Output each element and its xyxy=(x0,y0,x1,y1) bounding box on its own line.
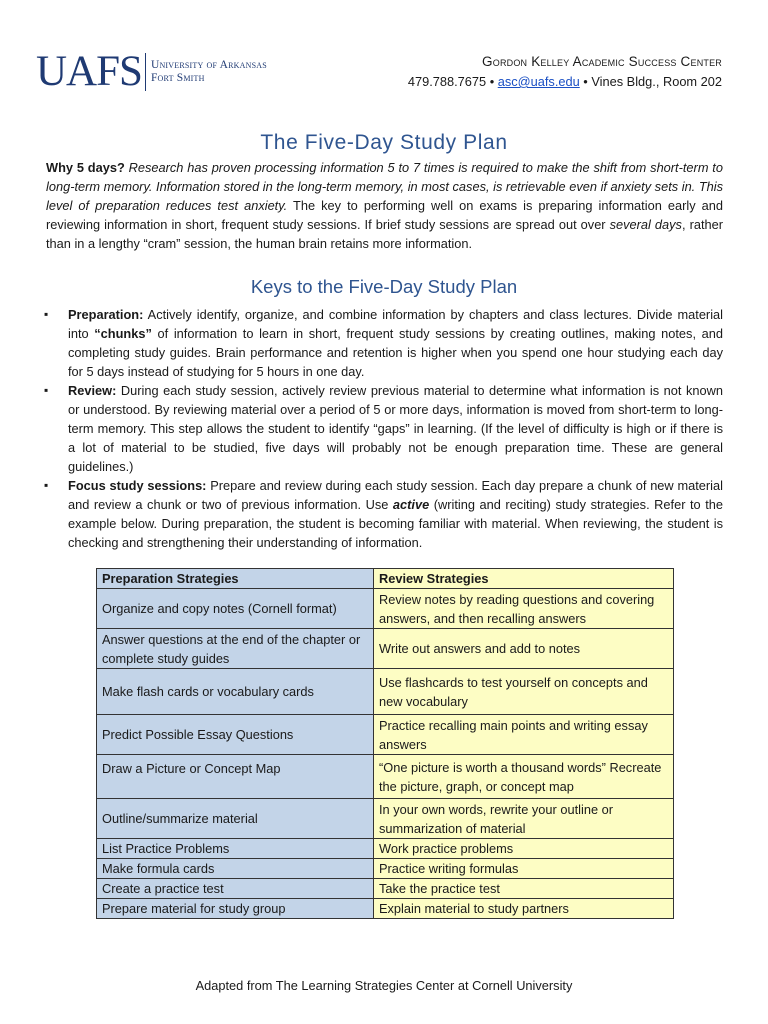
table-row xyxy=(97,669,674,715)
chunks-term: “chunks” xyxy=(94,326,152,341)
prep-cell: Organize and copy notes (Cornell format) xyxy=(97,589,374,629)
logo-divider xyxy=(145,53,146,91)
keys-list xyxy=(44,305,723,552)
logo-wordmark: UAFS xyxy=(36,48,142,95)
center-name: Gordon Kelley Academic Success Center xyxy=(482,54,722,69)
email-link[interactable]: asc@uafs.edu xyxy=(497,74,580,89)
review-cell: Review notes by reading questions and covering answers, and then recalling answers xyxy=(374,589,674,629)
review-cell: “One picture is worth a thousand words” Recreate the picture, graph, or concept map xyxy=(374,755,674,799)
table-row xyxy=(97,879,674,899)
review-cell: In your own words, rewrite your outline or summarization of material xyxy=(374,799,674,839)
table-row xyxy=(97,589,674,629)
logo-university-name xyxy=(151,59,267,85)
table-row xyxy=(97,629,674,669)
intro-italic-several-days: several days xyxy=(609,217,682,232)
intro-paragraph xyxy=(46,158,723,253)
prep-cell: Draw a Picture or Concept Map xyxy=(97,755,374,799)
office-location: Vines Bldg., Room 202 xyxy=(591,74,722,89)
list-item-preparation xyxy=(44,305,723,381)
preparation-text-1: Actively identify, organize, and combine information by chapters and class lectures. Divide material into xyxy=(68,307,723,341)
prep-cell: Make formula cards xyxy=(97,859,374,879)
table-row xyxy=(97,859,674,879)
table-row xyxy=(97,715,674,755)
intro-text-1: The key to performing well on exams is preparing information early and reviewing information in short, frequent study sessions. If brief study sessions are spread out over xyxy=(46,198,723,232)
prep-cell: Answer questions at the end of the chapter or complete study guides xyxy=(97,629,374,669)
logo-line-1: University of Arkansas xyxy=(150,59,267,71)
uafs-logo xyxy=(36,48,267,95)
table-row xyxy=(97,839,674,859)
contact-line xyxy=(408,72,722,92)
list-item-review xyxy=(44,381,723,476)
active-term: active xyxy=(392,497,430,512)
table-row xyxy=(97,799,674,839)
logo-line-2: Fort Smith xyxy=(150,72,205,84)
table-header-row xyxy=(97,569,674,589)
separator-dot: • xyxy=(489,74,495,89)
review-label: Review: xyxy=(68,383,117,398)
center-contact-info xyxy=(408,52,722,92)
intro-text-2: , rather than in a lengthy “cram” session, the human brain retains more information. xyxy=(46,217,724,251)
page-title: The Five-Day Study Plan xyxy=(260,131,508,154)
preparation-label: Preparation: xyxy=(68,307,144,322)
review-cell: Work practice problems xyxy=(374,839,674,859)
table-row xyxy=(97,899,674,919)
prep-cell: List Practice Problems xyxy=(97,839,374,859)
intro-italic-research: Research has proven processing information 5 to 7 times is required to make the shift from short-term to long-term memory. Information stored in the long-term memory, in most cases, is retrievable even if anxiety sets in. This level of preparation reduces test anxiety. xyxy=(46,160,723,213)
prep-cell: Prepare material for study group xyxy=(97,899,374,919)
review-text: During each study session, actively review previous material to determine what information is not known or understood. By reviewing material over a period of 5 or more days, information is moved from short-term to long-term memory. This step allows the student to identify “gaps” in learning. (If the level of difficulty is high or if there is a lot of material to be studied, five days will probably not be enough preparation time. These are general guidelines.) xyxy=(68,383,723,474)
separator-dot: • xyxy=(583,74,588,89)
list-item-focus xyxy=(44,476,723,552)
intro-lead: Why 5 days? xyxy=(46,160,125,175)
header-review-strategies: Review Strategies xyxy=(374,569,674,589)
prep-cell: Predict Possible Essay Questions xyxy=(97,715,374,755)
bullet-marker: ▪ xyxy=(44,307,49,321)
table-row xyxy=(97,755,674,799)
strategies-table xyxy=(96,568,674,919)
review-cell: Explain material to study partners xyxy=(374,899,674,919)
review-cell: Use flashcards to test yourself on concepts and new vocabulary xyxy=(374,669,674,715)
bullet-marker: ▪ xyxy=(44,383,49,397)
prep-cell: Make flash cards or vocabulary cards xyxy=(97,669,374,715)
header-preparation-strategies: Preparation Strategies xyxy=(97,569,374,589)
focus-label: Focus study sessions: xyxy=(68,478,207,493)
review-cell: Write out answers and add to notes xyxy=(374,629,674,669)
prep-cell: Create a practice test xyxy=(97,879,374,899)
footer-attribution: Adapted from The Learning Strategies Center at Cornell University xyxy=(195,978,573,993)
focus-text-1: Prepare and review during each study session. Each day prepare a chunk of new material and review a chunk or two of previous information. Use xyxy=(68,478,723,512)
bullet-marker: ▪ xyxy=(44,478,49,492)
review-cell: Take the practice test xyxy=(374,879,674,899)
review-cell: Practice recalling main points and writing essay answers xyxy=(374,715,674,755)
focus-text-2: (writing and reciting) study strategies. Refer to the example below. During preparation, the student is becoming familiar with material. When reviewing, the student is checking and strengthening their understanding of information. xyxy=(68,497,723,550)
prep-cell: Outline/summarize material xyxy=(97,799,374,839)
keys-heading: Keys to the Five-Day Study Plan xyxy=(250,276,518,297)
phone-number: 479.788.7675 xyxy=(407,74,487,89)
preparation-text-2: of information to learn in short, frequent study sessions by creating outlines, making notes, and completing study guides. Brain performance and retention is higher when you spend one hour studying each day for 5 days instead of studying for 5 hours in one day. xyxy=(68,326,723,379)
review-cell: Practice writing formulas xyxy=(374,859,674,879)
